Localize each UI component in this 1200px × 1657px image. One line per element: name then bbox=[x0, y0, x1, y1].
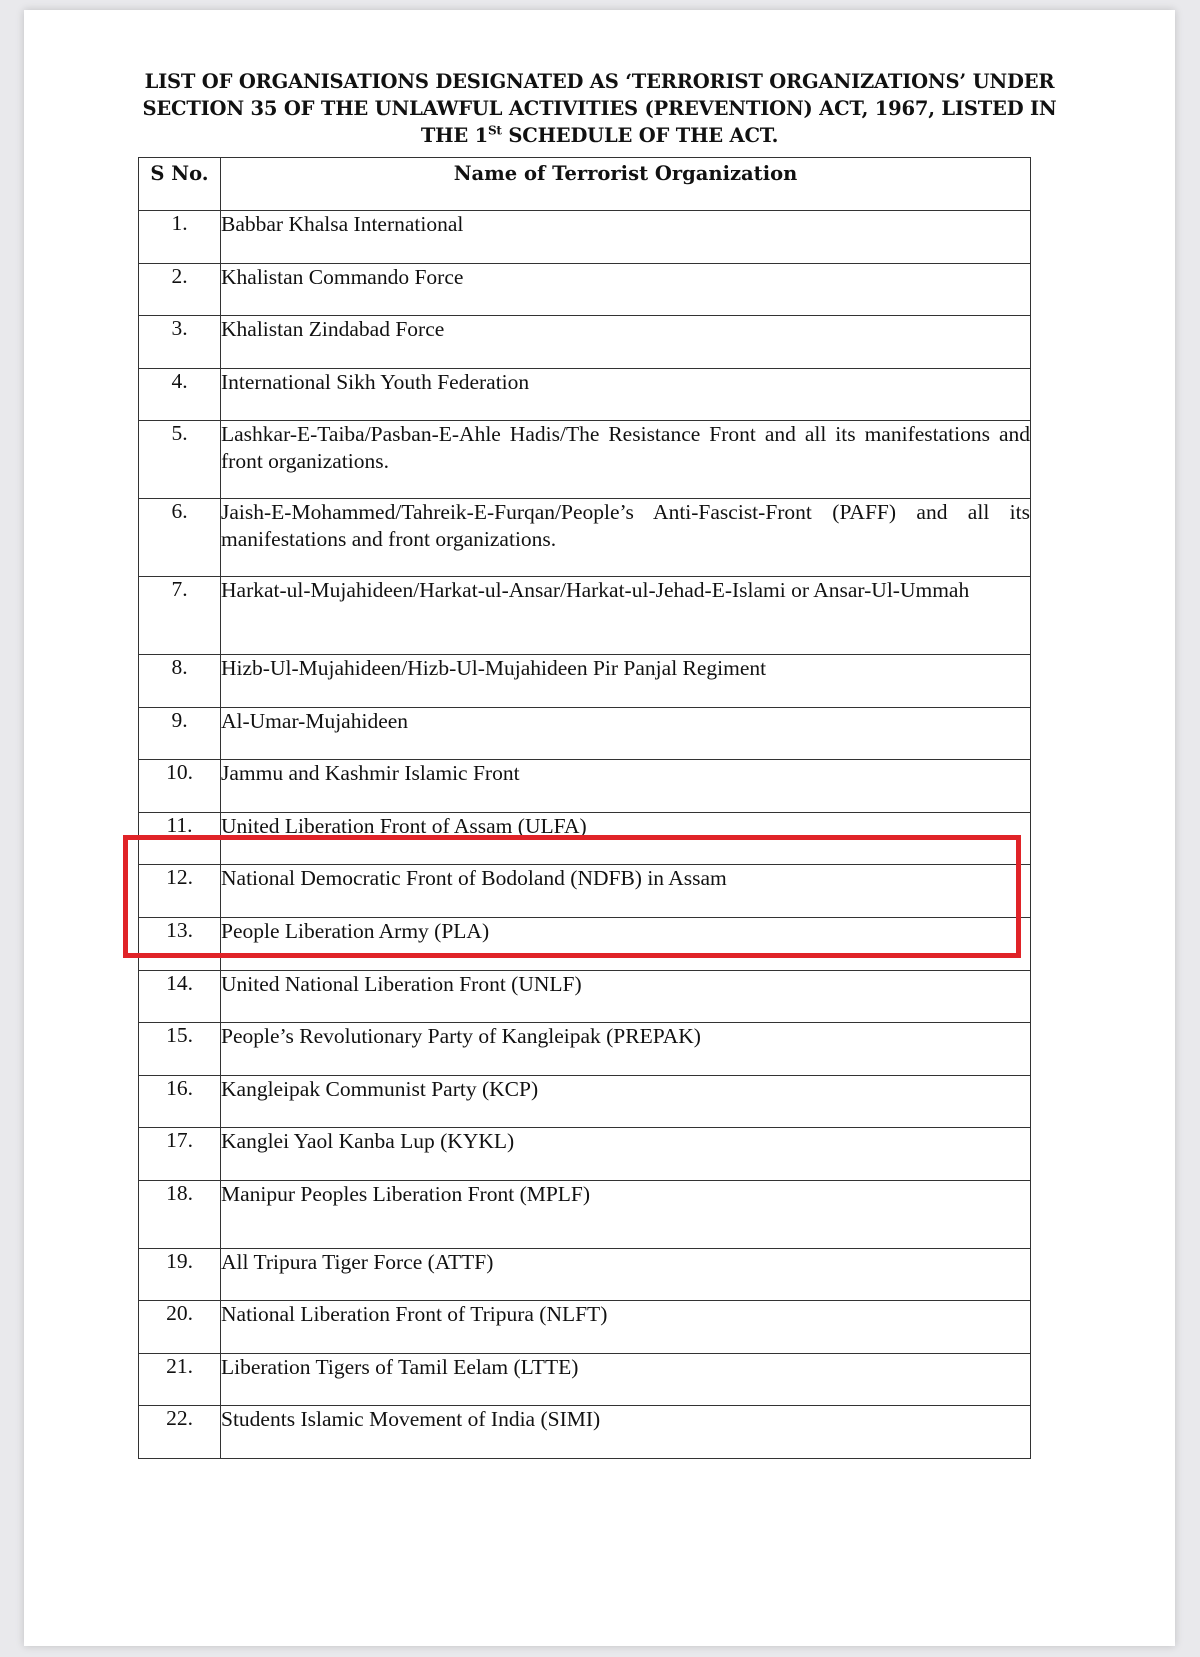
organization-name-cell: Jammu and Kashmir Islamic Front bbox=[221, 760, 1031, 813]
organization-name-cell: Jaish-E-Mohammed/Tahreik-E-Furqan/People’s Anti-Fascist-Front (PAFF) and all its manifestations and front organizations. bbox=[221, 499, 1031, 577]
document-title bbox=[24, 68, 1175, 149]
serial-number-cell: 10. bbox=[139, 760, 221, 813]
serial-number-cell: 8. bbox=[139, 655, 221, 708]
table-row bbox=[139, 211, 1031, 264]
table-row bbox=[139, 971, 1031, 1023]
title-line-2: SECTION 35 OF THE UNLAWFUL ACTIVITIES (PREVENTION) ACT, 1967, LISTED IN bbox=[142, 97, 1057, 120]
organization-name-cell: Al-Umar-Mujahideen bbox=[221, 708, 1031, 760]
table-header-row bbox=[139, 158, 1031, 211]
serial-number-cell: 4. bbox=[139, 369, 221, 421]
organization-name-cell: International Sikh Youth Federation bbox=[221, 369, 1031, 421]
table-row bbox=[139, 577, 1031, 655]
organization-name-cell: Liberation Tigers of Tamil Eelam (LTTE) bbox=[221, 1354, 1031, 1406]
organization-name-cell: United Liberation Front of Assam (ULFA) bbox=[221, 813, 1031, 865]
organization-name-cell: Students Islamic Movement of India (SIMI) bbox=[221, 1406, 1031, 1459]
table-row bbox=[139, 760, 1031, 813]
title-line-3-suffix: SCHEDULE OF THE ACT. bbox=[501, 124, 779, 147]
header-serial-number: S No. bbox=[139, 158, 221, 211]
serial-number-cell: 2. bbox=[139, 264, 221, 316]
organization-name-cell: Harkat-ul-Mujahideen/Harkat-ul-Ansar/Harkat-ul-Jehad-E-Islami or Ansar-Ul-Ummah bbox=[221, 577, 1031, 655]
table-row bbox=[139, 813, 1031, 865]
table-row bbox=[139, 1301, 1031, 1354]
title-line-3 bbox=[24, 122, 1175, 149]
table-row bbox=[139, 499, 1031, 577]
table-row bbox=[139, 1354, 1031, 1406]
table-row bbox=[139, 316, 1031, 369]
serial-number-cell: 17. bbox=[139, 1128, 221, 1181]
table-row bbox=[139, 1406, 1031, 1459]
organization-name-cell: Khalistan Zindabad Force bbox=[221, 316, 1031, 369]
serial-number-cell: 13. bbox=[139, 918, 221, 971]
organization-name-cell: United National Liberation Front (UNLF) bbox=[221, 971, 1031, 1023]
table-row bbox=[139, 421, 1031, 499]
organization-name-cell: Babbar Khalsa International bbox=[221, 211, 1031, 264]
organization-name-cell: Kangleipak Communist Party (KCP) bbox=[221, 1076, 1031, 1128]
serial-number-cell: 15. bbox=[139, 1023, 221, 1076]
table-row bbox=[139, 865, 1031, 918]
organization-name-cell: People’s Revolutionary Party of Kangleipak (PREPAK) bbox=[221, 1023, 1031, 1076]
organization-name-cell: People Liberation Army (PLA) bbox=[221, 918, 1031, 971]
organization-name-cell: Hizb-Ul-Mujahideen/Hizb-Ul-Mujahideen Pir Panjal Regiment bbox=[221, 655, 1031, 708]
serial-number-cell: 9. bbox=[139, 708, 221, 760]
organization-name-cell: Lashkar-E-Taiba/Pasban-E-Ahle Hadis/The Resistance Front and all its manifestations and front organizations. bbox=[221, 421, 1031, 499]
table-row bbox=[139, 1128, 1031, 1181]
serial-number-cell: 20. bbox=[139, 1301, 221, 1354]
table-row bbox=[139, 264, 1031, 316]
table-row bbox=[139, 1181, 1031, 1249]
serial-number-cell: 14. bbox=[139, 971, 221, 1023]
organization-name-cell: National Liberation Front of Tripura (NLFT) bbox=[221, 1301, 1031, 1354]
serial-number-cell: 18. bbox=[139, 1181, 221, 1249]
serial-number-cell: 1. bbox=[139, 211, 221, 264]
organization-name-cell: Khalistan Commando Force bbox=[221, 264, 1031, 316]
table-row bbox=[139, 655, 1031, 708]
organization-name-cell: Kanglei Yaol Kanba Lup (KYKL) bbox=[221, 1128, 1031, 1181]
serial-number-cell: 6. bbox=[139, 499, 221, 577]
serial-number-cell: 5. bbox=[139, 421, 221, 499]
serial-number-cell: 19. bbox=[139, 1249, 221, 1301]
organization-name-cell: National Democratic Front of Bodoland (NDFB) in Assam bbox=[221, 865, 1031, 918]
serial-number-cell: 22. bbox=[139, 1406, 221, 1459]
title-line-3-superscript: St bbox=[487, 123, 502, 138]
serial-number-cell: 7. bbox=[139, 577, 221, 655]
organization-name-cell: Manipur Peoples Liberation Front (MPLF) bbox=[221, 1181, 1031, 1249]
serial-number-cell: 21. bbox=[139, 1354, 221, 1406]
table-row bbox=[139, 369, 1031, 421]
header-organization-name: Name of Terrorist Organization bbox=[221, 158, 1031, 211]
table-row bbox=[139, 708, 1031, 760]
organizations-table bbox=[138, 157, 1031, 1459]
serial-number-cell: 16. bbox=[139, 1076, 221, 1128]
table-row bbox=[139, 1076, 1031, 1128]
table-row bbox=[139, 918, 1031, 971]
table-row bbox=[139, 1023, 1031, 1076]
serial-number-cell: 11. bbox=[139, 813, 221, 865]
title-line-3-prefix: THE 1 bbox=[420, 124, 488, 147]
table-row bbox=[139, 1249, 1031, 1301]
title-line-1: LIST OF ORGANISATIONS DESIGNATED AS ‘TERRORIST ORGANIZATIONS’ UNDER bbox=[144, 70, 1055, 93]
serial-number-cell: 12. bbox=[139, 865, 221, 918]
serial-number-cell: 3. bbox=[139, 316, 221, 369]
organization-name-cell: All Tripura Tiger Force (ATTF) bbox=[221, 1249, 1031, 1301]
table-body bbox=[139, 211, 1031, 1459]
